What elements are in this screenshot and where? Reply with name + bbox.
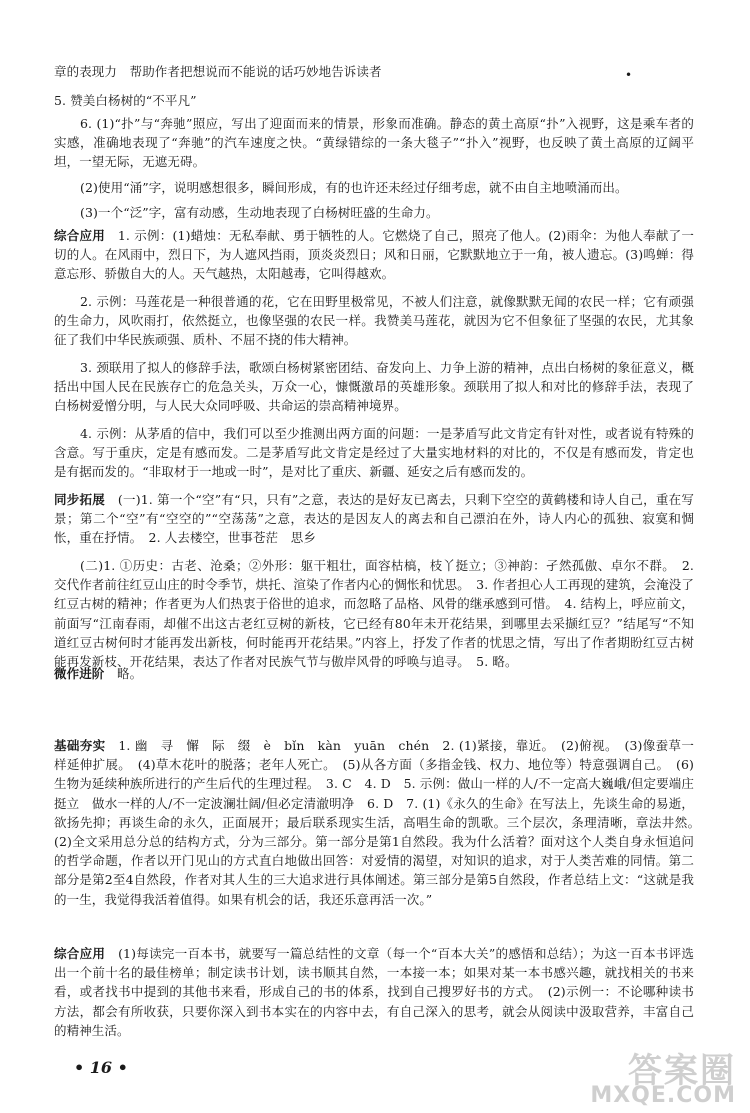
answer-sync-part2: (二)1. ①历史：古老、沧桑；②外形：躯干粗壮，面容枯槁，枝丫挺立；③神韵：孑然孤傲、卓尔不群。 2. 交代作者前往红豆山庄的时令季节，烘托、渲染了作者内心的惆怅和忧思。 3. 作者担心人工再现的建筑，会淹没了红豆古树的精神；作者更为人们热衷于俗世的追求，而忽略了品格、风骨的继承感到可惜。 4. 结构上，呼应前文，前面写“江南春雨，却催不出这古老红豆树的新枝，它已经有80年未开花结果，到哪里去采撷红豆？”结尾写“不知道红豆古树何时才能再发出新枝，何时能再开花结果。”内容上，抒发了作者的忧思之情，写出了作者期盼红豆古树能再发新枝、开花结果，表达了作者对民族气节与傲岸风骨的呼唤与追寻。 5. 略。 bbox=[54, 558, 694, 670]
answer-q5: 5. 赞美白杨树的“不平凡” bbox=[54, 93, 197, 108]
section-label: 微作进阶 bbox=[54, 666, 105, 681]
section-basic-consolidation bbox=[54, 736, 707, 909]
section-sync-extension bbox=[54, 490, 694, 548]
section-text: (一)1. 第一个“空”有“只，只有”之意，表达的是好友已离去，只剩下空空的黄鹤楼和诗人自己，重在写景；第二个“空”有“空空的”“空荡荡”之意，表达的是因友人的离去和自己漂泊在外，诗人内心的孤独、寂寞和惆怅，重在抒情。 2. 人去楼空，世事苍茫 思乡 bbox=[54, 492, 694, 546]
section-text: 略。 bbox=[117, 666, 143, 681]
answer-ca-3: 3. 颈联用了拟人的修辞手法，歌颂白杨树紧密团结、奋发向上、力争上游的精神，点出白杨树的象征意义，概括出中国人民在民族存亡的危急关头，万众一心，慷慨激昂的英雄形象。颈联用了拟人和对比的修辞手法，表现了白杨树爱憎分明，与人民大众同呼吸、共命运的崇高精神境界。 bbox=[54, 360, 694, 414]
page-number: • 16 • bbox=[74, 1058, 128, 1077]
lesson-title bbox=[0, 692, 750, 712]
answer-ca-2: 2. 示例：马莲花是一种很普通的花，它在田野里极常见，不被人们注意，就像默默无闻的农民一样；它有顽强的生命力，风吹雨打，依然挺立，也像坚强的农民一样。我赞美马莲花，就因为它不但象征了坚强的农民，尤其象征了我们中华民族顽强、质朴、不屈不挠的伟大精神。 bbox=[54, 294, 694, 348]
answer-line-chapter-expression: 章的表现力 帮助作者把想说而不能说的话巧妙地告诉读者 bbox=[54, 64, 382, 79]
stray-dot: • bbox=[625, 68, 633, 82]
section-label: 综合应用 bbox=[54, 946, 106, 961]
section-label: 基础夯实 bbox=[54, 738, 106, 753]
watermark-url: MXQE.COM bbox=[590, 1083, 736, 1108]
answer-q6-3: (3)一个“泛”字，富有动感，生动地表现了白杨树旺盛的生命力。 bbox=[80, 205, 439, 220]
section-text: (1)每读完一百本书，就要写一篇总结性的文章（每一个“百本大关”的感悟和总结）；为这一百本书评选出一个前十名的最佳榜单；制定读书计划，读书顺其自然，一本接一本；如果对某一本书感兴趣，就找相关的书来看，或者找书中提到的其他书来看，形成自己的书的体系，找到自己搜罗好书的方式。 (2)示例一：不论哪种读书方法，都会有所收获，只要你深入到书本实在的内容中去，有自己深入的思考，就会从阅读中汲取营养，丰富自己的精神生活。 bbox=[54, 946, 694, 1038]
section-text: 1. 幽 寻 懈 际 缀 è bǐn kàn yuān chén 2. (1)紧接，靠近。 (2)俯视。 (3)像蚕草一样延伸扩展。 (4)草木花叶的脱落；老年人死亡。 (5)从各方面（多指金钱、权力、地位等）特意强调自己。 (6)生物为延续种族所进行的产生后代的生理过程。 3. C 4. D 5. 示例：做山一样的人/不一定高大巍峨/但定要端庄挺立 做水一样的人/不一定波澜壮阔/但必定清澈明净 6. D 7. (1)《永久的生命》在写法上，先谈生命的易逝，欲扬先抑；再谈生命的永久，正面展开；最后联系现实生活，高唱生命的凯歌。三个层次，条理清晰，章法井然。 (2)全文采用总分总的结构方式，分为三部分。第一部分是第1自然段。我为什么活着？面对这个人类自身永恒追问的哲学命题，作者以开门见山的方式直白地做出回答：对爱情的渴望，对知识的追求，对于人类苦难的同情。第二部分是第2至4自然段，作者对其人生的三大追求进行具体阐述。第三部分是第5自然段，作者总结上文：“这就是我的一生，我觉得我活着值得。如果有机会的话，我还乐意再活一次。” bbox=[54, 738, 707, 907]
answer-q6-1: 6. (1)“扑”与“奔驰”照应，写出了迎面而来的情景，形象而准确。静态的黄土高原“扑”入视野，这是乘车者的实感，准确地表现了“奔驰”的汽车速度之快。“黄绿错综的一条大毯子”“扑入”视野，也反映了黄土高原的辽阔平坦，一望无际，无遮无碍。 bbox=[54, 116, 694, 170]
section-text: 1. 示例：(1)蜡烛：无私奉献、勇于牺牲的人。它燃烧了自己，照亮了他人。(2)雨伞：为他人奉献了一切的人。在风雨中，烈日下，为人遮风挡雨，顶炎炎烈日；风和日丽，它默默地立于一角，被人遗忘。(3)鸣蝉：得意忘形、骄傲自大的人。天气越热，太阳越毒，它叫得越欢。 bbox=[54, 228, 694, 282]
section-label: 同步拓展 bbox=[54, 492, 106, 507]
answer-ca-4: 4. 示例：从茅盾的信中，我们可以至少推测出两方面的问题：一是茅盾写此文肯定有针对性，或者说有特殊的含意。写于重庆，定是有感而发。二是茅盾写此文肯定是经过了大量实地材料的对比的，不仅是有感而发，肯定也是有据而发的。“非取材于一地或一时”，是对比了重庆、新疆、延安之后有感而发的。 bbox=[54, 426, 694, 480]
section-advanced bbox=[54, 664, 694, 683]
answer-q6-2: (2)使用“涌”字，说明感想很多，瞬间形成，有的也许还未经过仔细考虑，就不由自主地喷涌而出。 bbox=[80, 180, 628, 195]
section-comprehensive-application bbox=[54, 226, 694, 284]
watermark-logo bbox=[590, 1043, 740, 1109]
watermark-text: 答案圈 bbox=[628, 1051, 736, 1091]
section-label: 综合应用 bbox=[54, 228, 106, 243]
section-comprehensive-application-2 bbox=[54, 944, 694, 1040]
